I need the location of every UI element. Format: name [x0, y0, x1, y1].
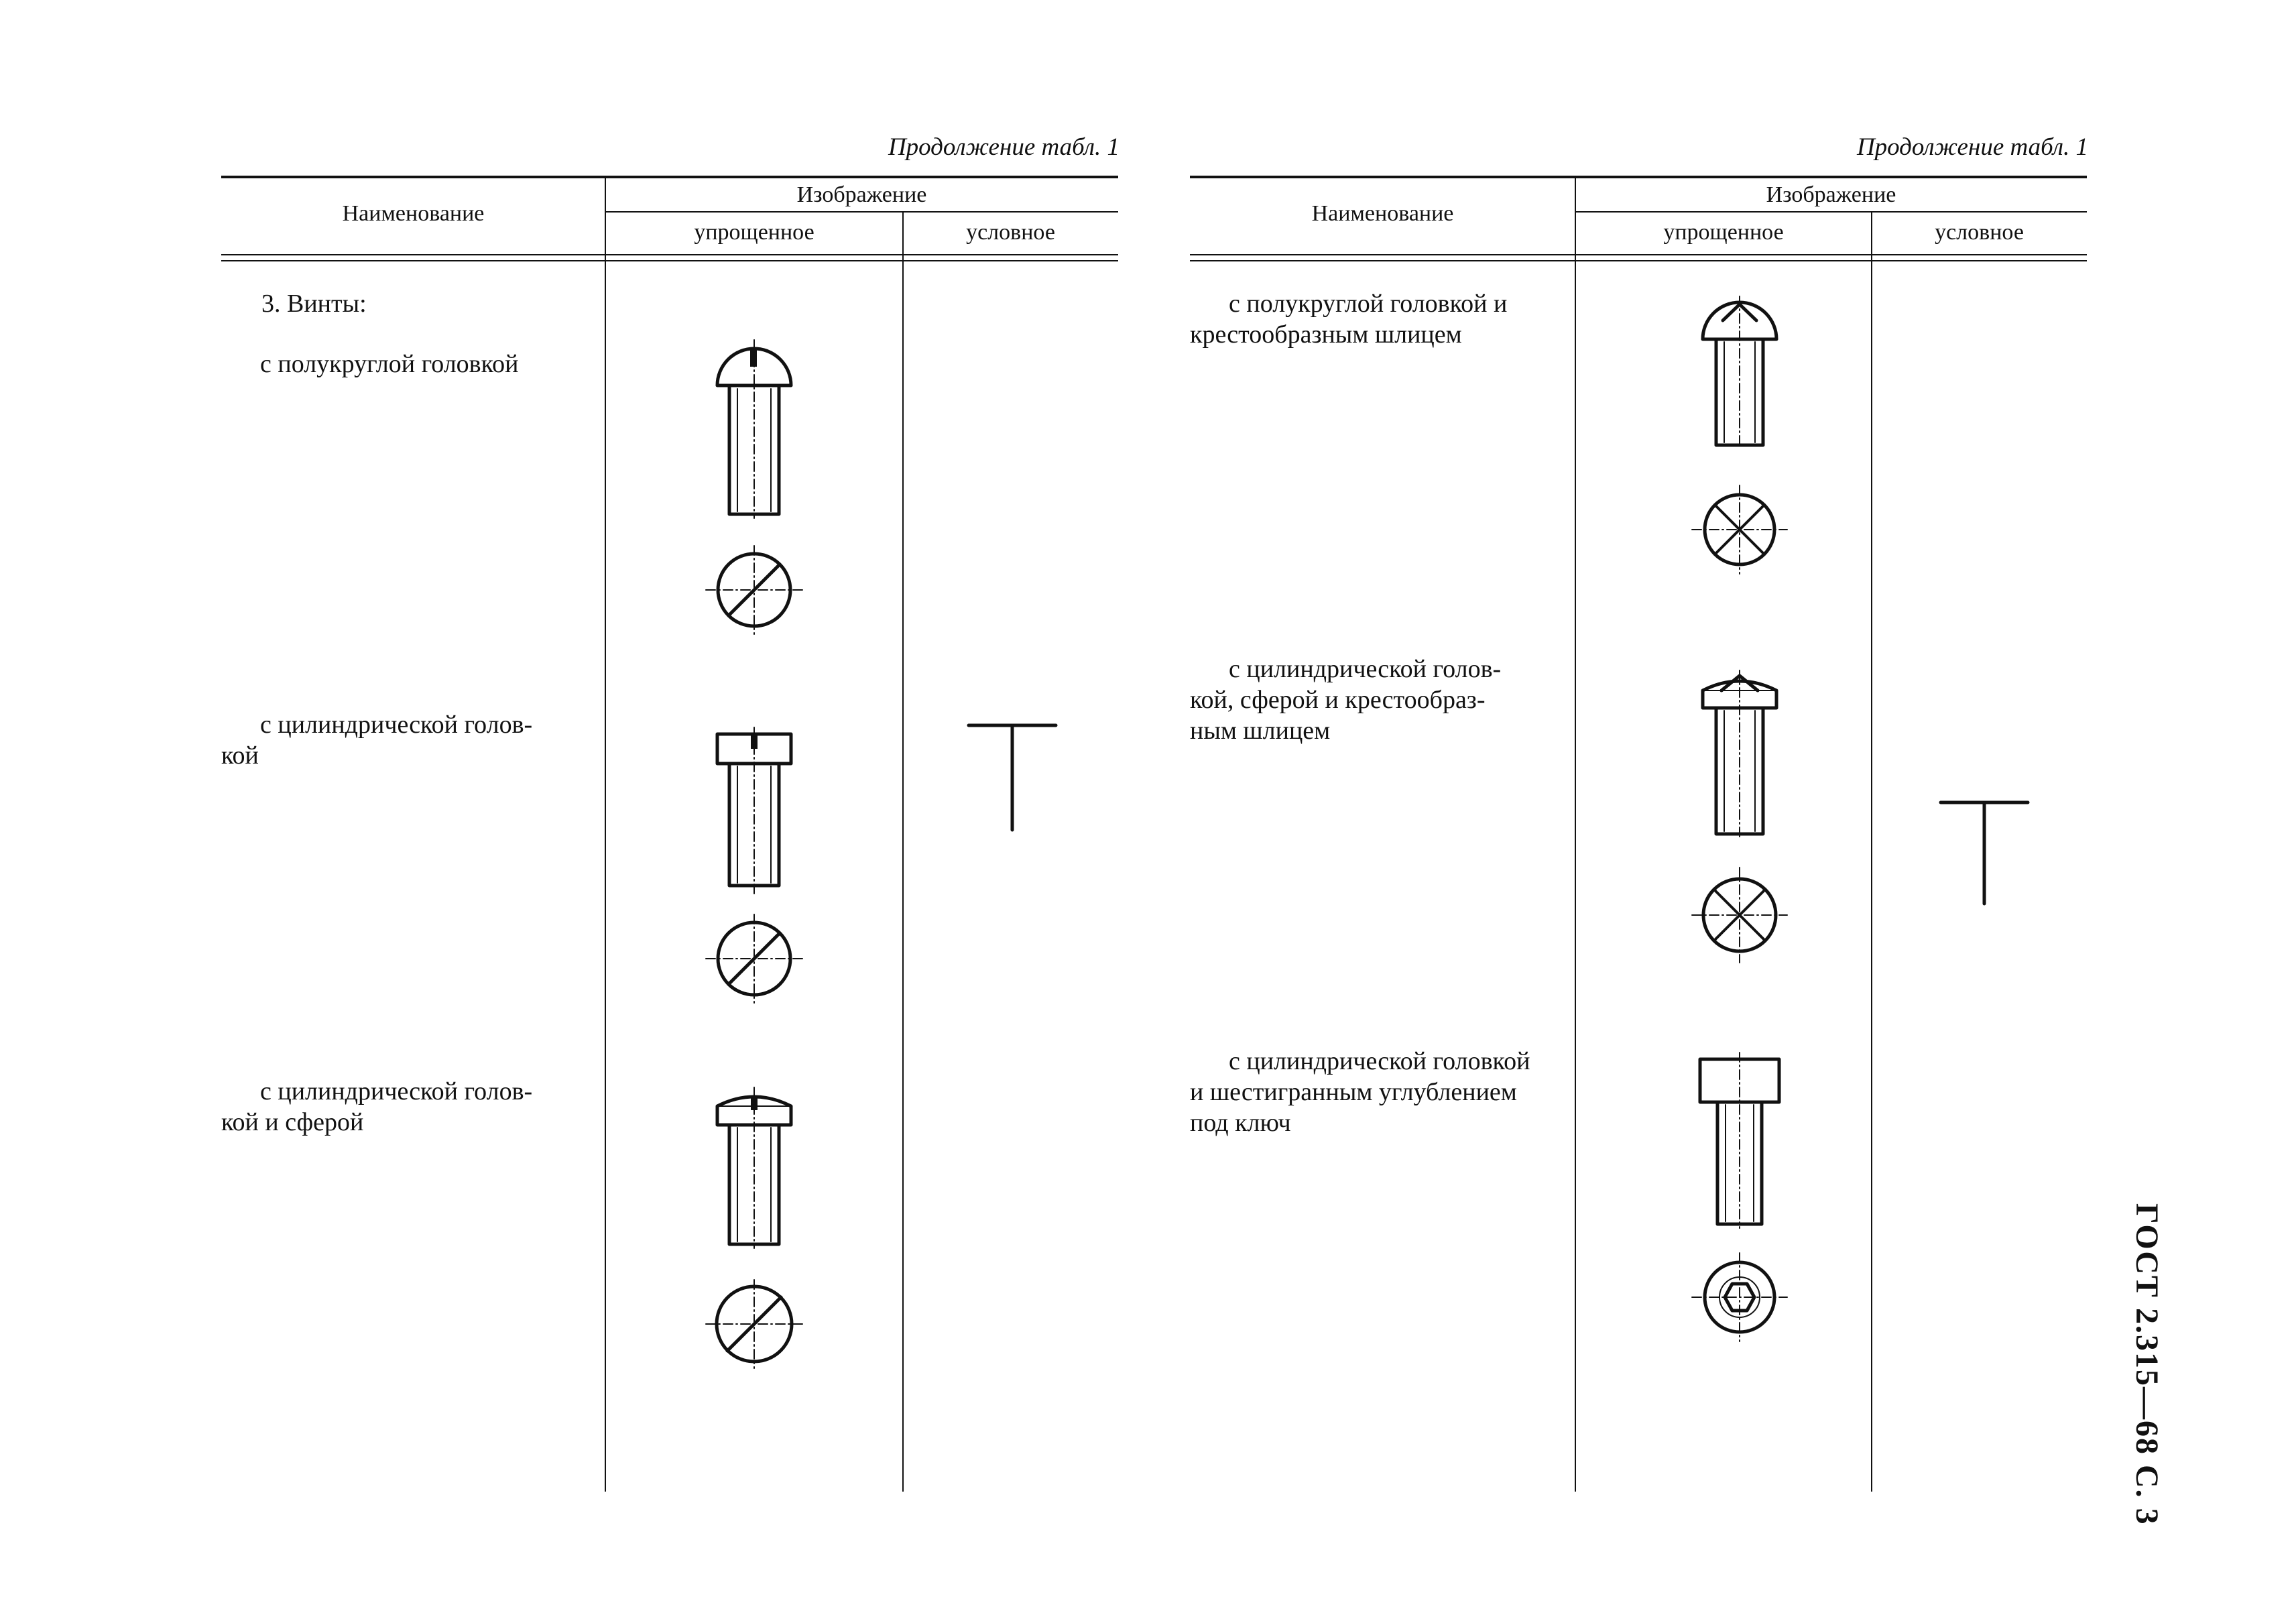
item-name-semiround-cross — [1190, 288, 1562, 350]
item-line: под ключ — [1190, 1109, 1291, 1137]
header-simplified-right: упрощенное — [1663, 220, 1784, 245]
item-line: с цилиндрической голов- — [1229, 655, 1502, 683]
item-line: крестообразным шлицем — [1190, 320, 1462, 349]
gost-page-marker: ГОСТ 2.315—68 С. 3 — [2129, 1203, 2165, 1526]
cylindrical-sphere-cross-screw-top-icon — [1689, 865, 1790, 965]
section-title-screws: 3. Винты: — [261, 290, 367, 318]
table-continuation-caption-left: Продолжение табл. 1 — [888, 133, 1120, 161]
cylindrical-sphere-head-screw-top-icon — [701, 1277, 808, 1371]
semiround-head-screw-top-icon — [701, 543, 808, 637]
screw-conventional-symbol-right-icon — [1937, 794, 2031, 912]
item-name-cylindrical-head-sphere — [221, 1076, 587, 1138]
header-name-left: Наименование — [342, 201, 485, 226]
item-line: кой и сферой — [221, 1108, 364, 1136]
item-name-cylindrical-sphere-cross — [1190, 654, 1562, 746]
cylindrical-head-screw-top-icon — [701, 912, 808, 1006]
item-name-semiround-head: с полукруглой головкой — [260, 350, 519, 378]
item-line: с цилиндрической голов- — [260, 1077, 533, 1105]
semiround-cross-screw-side-icon — [1696, 295, 1783, 449]
header-conventional-right: условное — [1935, 220, 2024, 245]
cylindrical-sphere-head-screw-side-icon — [711, 1086, 798, 1250]
item-name-cylindrical-head — [221, 709, 587, 771]
header-image-left: Изображение — [796, 182, 927, 207]
item-line: с цилиндрической головкой — [1229, 1047, 1530, 1075]
header-conventional-left: условное — [966, 220, 1055, 245]
item-line: кой — [221, 741, 259, 770]
item-line: и шестигранным углублением — [1190, 1078, 1517, 1106]
header-name-right: Наименование — [1311, 201, 1454, 226]
item-line: кой, сферой и крестообраз- — [1190, 686, 1486, 714]
item-name-cylindrical-hex-socket — [1190, 1046, 1562, 1138]
item-line: с цилиндрической голов- — [260, 711, 533, 739]
screw-conventional-symbol-left-icon — [965, 717, 1059, 838]
header-simplified-left: упрощенное — [694, 220, 814, 245]
cylindrical-sphere-cross-screw-side-icon — [1696, 670, 1783, 838]
item-line: ным шлицем — [1190, 717, 1331, 745]
header-image-right: Изображение — [1766, 182, 1896, 207]
semiround-cross-screw-top-icon — [1689, 483, 1790, 577]
table-continuation-caption-right: Продолжение табл. 1 — [1856, 133, 2088, 161]
hex-socket-screw-side-icon — [1696, 1053, 1783, 1230]
hex-socket-screw-top-icon — [1689, 1250, 1790, 1344]
item-line: с полукруглой головкой и — [1229, 290, 1508, 318]
semiround-head-screw-side-icon — [711, 339, 798, 520]
cylindrical-head-screw-side-icon — [711, 727, 798, 895]
